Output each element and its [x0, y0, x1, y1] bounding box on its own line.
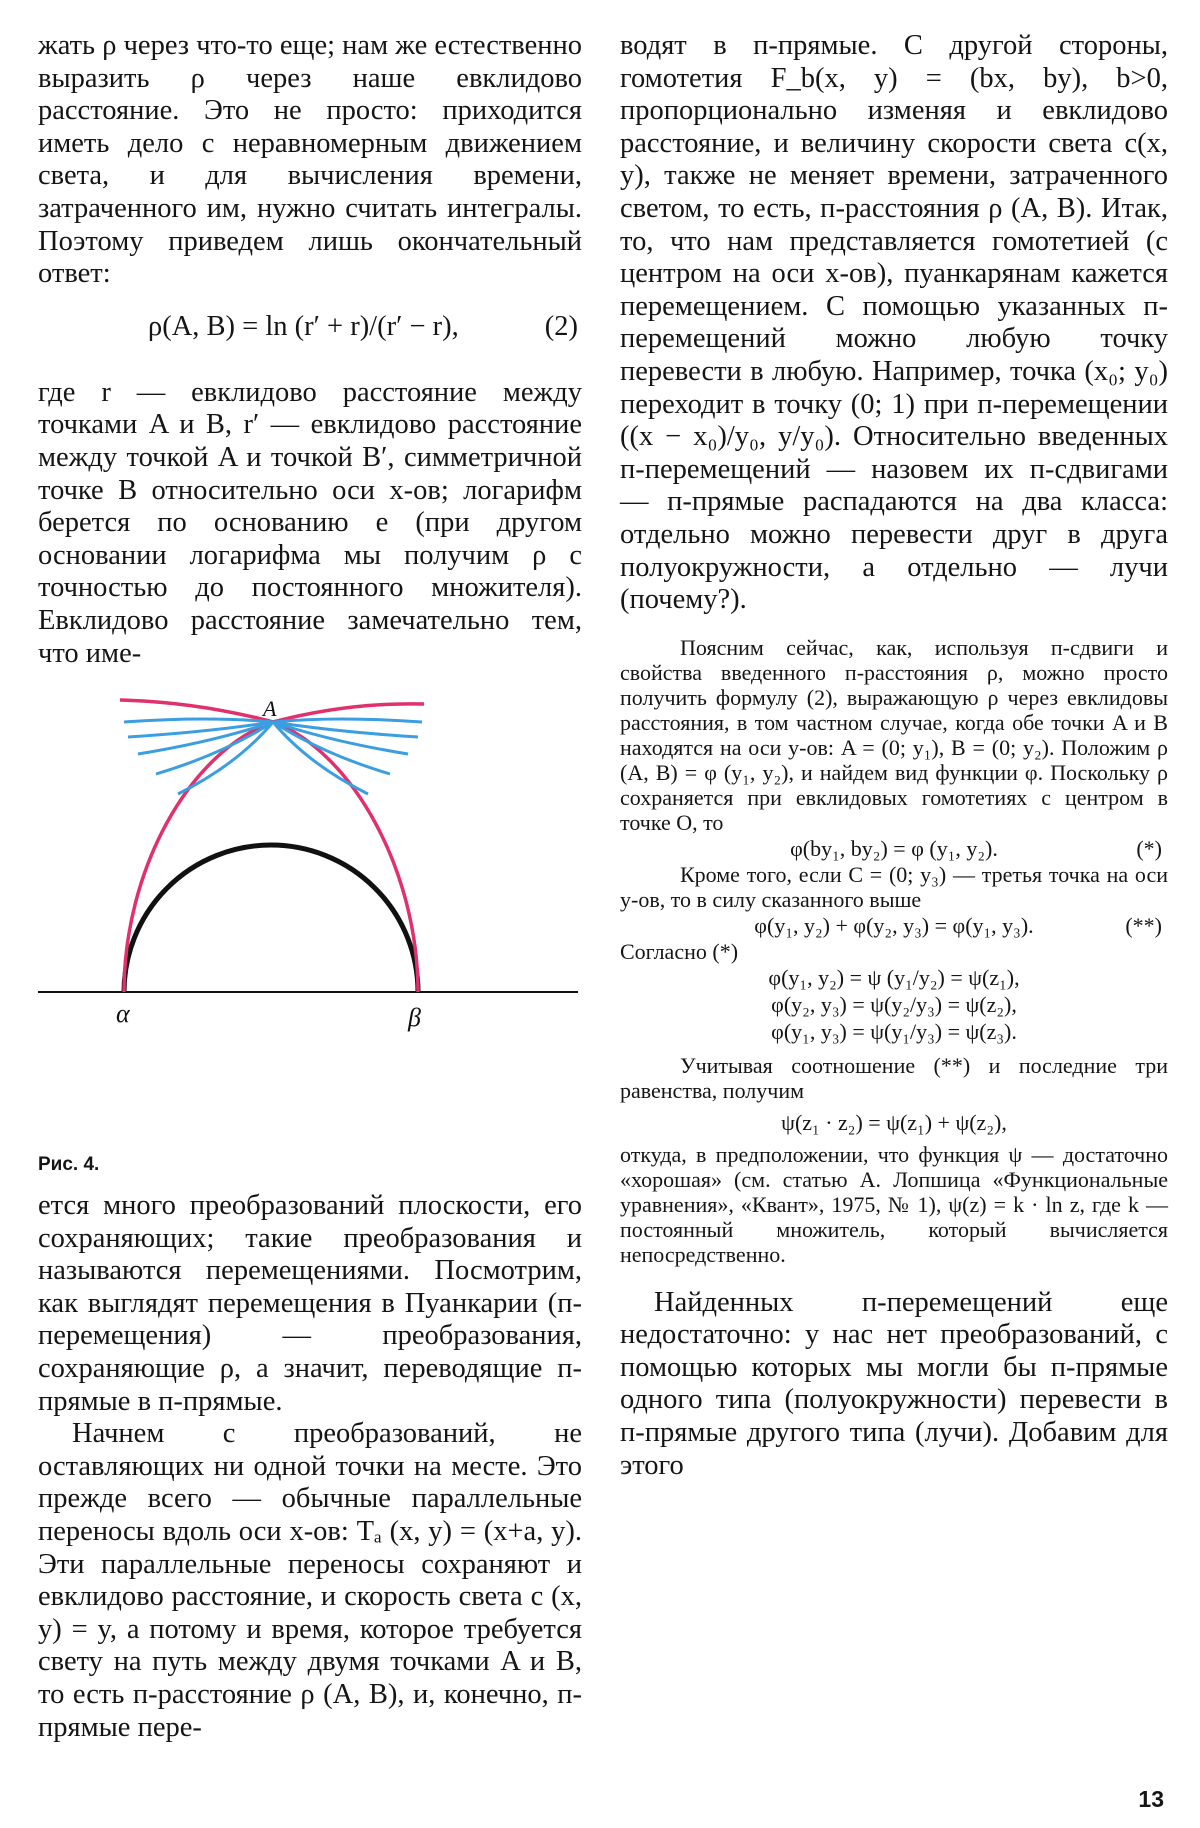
label-beta: β [408, 1003, 421, 1033]
formula-2-expression: ρ(A, B) = ln (r′ + r)/(r′ − r), [148, 310, 459, 342]
equation-star-expression: φ(by₁, by₂) = φ (y₁, y₂). [790, 835, 998, 861]
blue-arc [273, 719, 422, 722]
label-alpha: α [116, 999, 130, 1029]
left-column [38, 30, 582, 1744]
blue-arc [124, 719, 273, 722]
pink-arc-left [124, 722, 273, 992]
paragraph-right-bottom: Найденных п-перемещений еще недостаточно: у нас нет преобразований, с помощью которых мы могли бы п-прямые одного типа (полуокружности) перевести в п-прямые другого типа (лучи). Добавим для этого [620, 1286, 1168, 1481]
equation-double-star-tag: (**) [1125, 912, 1162, 938]
small-paragraph-conclusion: откуда, в предположении, что функция ψ — достаточно «хорошая» (см. статью А. Лопшица «Функциональные уравнения», «Квант», 1975, № 1), ψ(z) = k · ln z, где k — постоянный множитель, который вычисляется непосредственно. [620, 1141, 1168, 1267]
black-semicircle [124, 845, 418, 992]
right-column [620, 30, 1168, 1482]
figure-4 [38, 692, 582, 1154]
paragraph-left-definition: где r — евклидово расстояние между точками A и B, r′ — евклидово расстояние между точкой A и точкой B′, симметричной точке B относительно оси x-ов; логарифм берется по основанию e (при другом основании логарифма мы получим ρ с точностью до постоянного множителя). Евклидово расстояние замечательно тем, что име- [38, 376, 582, 669]
small-paragraph-explain: Поясним сейчас, как, используя п-сдвиги и свойства введенного п-расстояния ρ, можно просто получить формулу (2), выражающую ρ через евклидовы расстояния, в том частном случае, когда обе точки A и B находятся на оси y-ов: A = (0; y₁), B = (0; y₂). Положим ρ (A, B) = φ (y₁, y₂), и найдем вид функции φ. Поскольку ρ сохраняется при евклидовых гомотетиях с центром в точке O, то [620, 634, 1168, 835]
equation-psi-1: φ(y₁, y₂) = ψ (y₁/y₂) = ψ(z₁), [768, 964, 1020, 990]
paragraph-right-top: водят в п-прямые. С другой стороны, гомотетия F_b(x, y) = (bx, by), b>0, пропорционально изменяя и евклидово расстояние, и величину скорости света c(x, y), также не меняет времени, затраченного светом, то есть, п-расстояния ρ (A, B). Итак, то, что нам представляется гомотетией (с центром на оси x-ов), пуанкарянам кажется перемещением. С помощью указанных п-перемещений можно любую точку перевести в любую. Например, точка (x₀; y₀) переходит в точку (0; 1) при п-перемещении ((x − x₀)/y₀, y/y₀). Относительно введенных п-перемещений — назовем их п-сдвигами — п-прямые распадаются на два класса: отдельно можно перевести друг в друга полуокружности, а отдельно — лучи (почему?). [620, 30, 1168, 616]
blue-arc [273, 722, 408, 754]
figure-caption: Рис. 4. [38, 1154, 100, 1176]
equation-double-star [620, 912, 1168, 939]
pink-arc-right [273, 722, 418, 992]
equation-psi-3: φ(y₁, y₃) = ψ(y₁/y₃) = ψ(z₃). [771, 1018, 1017, 1044]
page-number: 13 [1138, 1786, 1164, 1812]
small-paragraph-third-point: Кроме того, если C = (0; y₃) — третья точка на оси y-ов, то в силу сказанного выше [620, 861, 1168, 912]
small-paragraph-considering: Учитывая соотношение (**) и последние три равенства, получим [620, 1052, 1168, 1103]
figure-4-drawing [38, 692, 582, 1154]
paragraph-left-top: жать ρ через что-то еще; нам же естественно выразить ρ через наше евклидово расстояние. Это не просто: приходится иметь дело с неравномерным движением света, и для вычисления времени, затраченного им, нужно считать интегралы. Поэтому приведем лишь окончательный ответ: [38, 30, 582, 290]
blue-arc-fan [124, 719, 422, 794]
small-paragraph-according: Согласно (*) [620, 938, 739, 964]
paragraph-left-motions: ется много преобразований плоскости, его сохраняющих; такие преобразования и называются перемещениями. Посмотрим, как выглядят перемещения в Пуанкарии (п-перемещения) — преобразования, сохраняющие ρ, а значит, переводящие п-прямые в п-прямые. [38, 1190, 582, 1417]
label-A: A [263, 696, 277, 722]
formula-2 [38, 291, 582, 377]
equation-functional: ψ(z₁ · z₂) = ψ(z₁) + ψ(z₂), [781, 1109, 1007, 1135]
equation-star-tag: (*) [1136, 835, 1162, 861]
blue-arc [138, 722, 273, 754]
formula-2-number: (2) [544, 310, 578, 342]
equation-psi-2: φ(y₂, y₃) = ψ(y₂/y₃) = ψ(z₂), [771, 991, 1017, 1017]
paragraph-left-parallel: Начнем с преобразований, не оставляющих ни одной точки на месте. Это прежде всего — обычные параллельные переносы вдоль оси x-ов: Tₐ (x, y) = (x+a, y). Эти параллельные переносы сохраняют и евклидово расстояние, и скорость света c (x, y) = y, а потому и время, которое требуется свету на путь между двумя точками A и B, то есть п-расстояние ρ (A, B), и, конечно, п-прямые пере- [38, 1418, 582, 1743]
equation-double-star-expression: φ(y₁, y₂) + φ(y₂, y₃) = φ(y₁, y₃). [754, 912, 1034, 938]
equation-star [620, 835, 1168, 862]
